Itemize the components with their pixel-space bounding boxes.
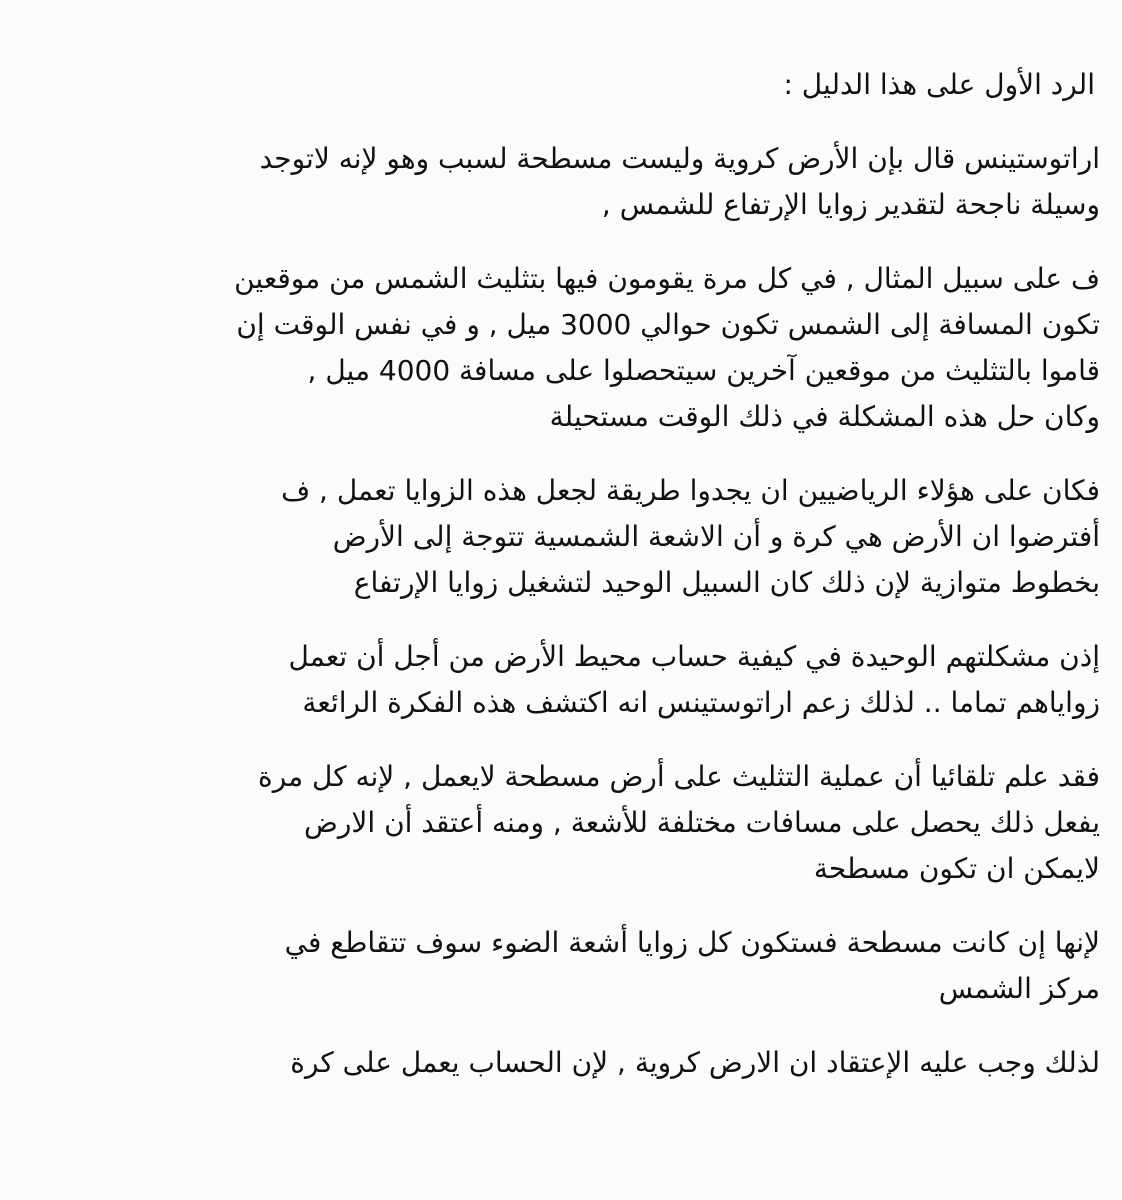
paragraph-line: ف على سبيل المثال , في كل مرة يقومون فيها بتثليث الشمس من موقعين <box>234 262 1100 295</box>
paragraph-line: زواياهم تماما .. لذلك زعم اراتوستينس انه اكتشف هذه الفكرة الرائعة <box>302 686 1100 719</box>
paragraph-line: لإنها إن كانت مسطحة فستكون كل زوايا أشعة الضوء سوف تتقاطع في <box>284 926 1100 959</box>
paragraph-4 <box>22 634 1100 726</box>
paragraph-line: لايمكن ان تكون مسطحة <box>813 852 1100 885</box>
paragraph-line: فكان على هؤلاء الرياضيين ان يجدوا طريقة لجعل هذه الزوايا تعمل , ف <box>281 474 1100 507</box>
paragraph-3 <box>22 468 1100 606</box>
paragraph-line: أفترضوا ان الأرض هي كرة و أن الاشعة الشمسية تتوجة إلى الأرض <box>332 520 1100 553</box>
paragraph-line: تكون المسافة إلى الشمس تكون حوالي 3000 ميل , و في نفس الوقت إن <box>236 308 1100 341</box>
paragraph-6 <box>22 920 1100 1012</box>
paragraph-7 <box>22 1040 1100 1086</box>
paragraph-5 <box>22 754 1100 892</box>
paragraph-line: فقد علم تلقائيا أن عملية التثليث على أرض مسطحة لايعمل , لإنه كل مرة <box>258 760 1100 793</box>
paragraph-line: يفعل ذلك يحصل على مسافات مختلفة للأشعة , ومنه أعتقد أن الارض <box>304 806 1100 839</box>
paragraph-line: إذن مشكلتهم الوحيدة في كيفية حساب محيط الأرض من أجل أن تعمل <box>288 640 1100 673</box>
paragraph-line: وكان حل هذه المشكلة في ذلك الوقت مستحيلة <box>549 400 1100 433</box>
heading: الرد الأول على هذا الدليل : <box>783 68 1095 101</box>
paragraph-2 <box>22 256 1100 440</box>
paragraph-line: لذلك وجب عليه الإعتقاد ان الارض كروية , لإن الحساب يعمل على كرة <box>290 1046 1100 1079</box>
paragraph-line: بخطوط متوازية لإن ذلك كان السبيل الوحيد لتشغيل زوايا الإرتفاع <box>353 566 1100 599</box>
paragraph-line: اراتوستينس قال بإن الأرض كروية وليست مسطحة لسبب وهو لإنه لاتوجد <box>259 142 1100 175</box>
paragraph-line: قاموا بالتثليث من موقعين آخرين سيتحصلوا على مسافة 4000 ميل , <box>307 354 1100 387</box>
paragraph-line: مركز الشمس <box>938 972 1100 1005</box>
paragraph-1 <box>22 136 1100 228</box>
paragraph-line: وسيلة ناجحة لتقدير زوايا الإرتفاع للشمس , <box>601 188 1100 221</box>
